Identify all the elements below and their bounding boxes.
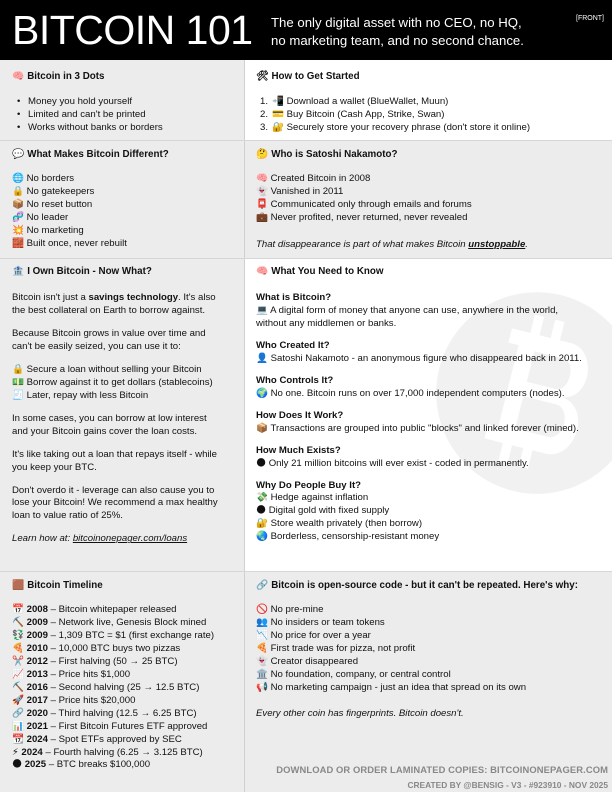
section-three-dots	[12, 70, 240, 135]
list-item: • Limited and can't be printed	[12, 109, 240, 122]
calendar-icon: 📆	[12, 733, 24, 745]
open-source-list	[256, 604, 610, 695]
list-item: 🔒 Secure a loan without selling your Bitcoin	[12, 363, 202, 375]
lock-icon: 🔒	[12, 186, 24, 198]
chart-down-icon: 📉	[256, 630, 268, 642]
receipt-icon: 🧾	[12, 389, 24, 401]
section-satoshi	[256, 148, 606, 252]
calendar-icon: 📅	[12, 604, 24, 616]
section-open-source	[256, 579, 610, 721]
step-item: 2. 💳 Buy Bitcoin (Cash App, Strike, Swan)	[260, 109, 445, 121]
divider	[0, 140, 612, 141]
list-item: 🌏 Borderless, censorship-resistant money	[256, 531, 440, 543]
people-icon: 👥	[256, 617, 268, 629]
list-item: 💵 Borrow against it to get dollars (stablecoins)	[12, 376, 213, 388]
faq-how: How Does It Work? 📦 Transactions are grouped into public "blocks" and linked forever (mined).	[256, 409, 579, 434]
scissors-icon: ✂️	[12, 655, 24, 667]
list-item: 🧠 Created Bitcoin in 2008	[256, 173, 371, 185]
timeline-item: 🔗 2020 – Third halving (12.5 → 6.25 BTC)	[12, 707, 197, 719]
exchange-icon: 💱	[12, 630, 24, 642]
list-item: 🧬 No leader	[12, 212, 69, 224]
timeline-item: 🍕 2010 – 10,000 BTC buys two pizzas	[12, 643, 181, 655]
mailbox-icon: 📮	[256, 199, 268, 211]
list-item: 🧱 Built once, never rebuilt	[12, 237, 127, 249]
list-item: 💼 Never profited, never returned, never revealed	[256, 212, 468, 224]
megaphone-icon: 📢	[256, 681, 268, 693]
paragraph: In some cases, you can borrow at low interest and your Bitcoin gains cover the loan costs.	[12, 412, 207, 437]
list-item: 🔐 Store wealth privately (then borrow)	[256, 518, 423, 530]
paragraph: Bitcoin isn't just a savings technology. It's also the best collateral on Earth to borrow against.	[12, 292, 216, 317]
list-item: 📢 No marketing campaign - just an idea that spread on its own	[256, 681, 527, 693]
section-heading: 🔗 Bitcoin is open-source code - but it can't be repeated. Here's why:	[256, 580, 578, 591]
satoshi-list	[256, 173, 606, 225]
brick-icon: 🧱	[12, 237, 24, 249]
timeline-item: 🚀 2017 – Price hits $20,000	[12, 694, 136, 706]
steps-list	[256, 96, 606, 135]
column-divider	[244, 60, 245, 792]
list-item: 🔒 No gatekeepers	[12, 186, 95, 198]
timeline-item: 🌑 2025 – BTC breaks $100,000	[12, 759, 151, 771]
timeline-item: 📆 2024 – Spot ETFs approved by SEC	[12, 733, 182, 745]
tools-icon: 🛠	[256, 71, 269, 82]
list-item: 🧾 Later, repay with less Bitcoin	[12, 389, 149, 401]
list-item: 📮 Communicated only through emails and forums	[256, 199, 472, 211]
list-item: 👥 No insiders or team tokens	[256, 617, 385, 629]
timeline-item: 📈 2013 – Price hits $1,000	[12, 668, 131, 680]
section-heading: 💬 What Makes Bitcoin Different?	[12, 149, 169, 160]
lock-key-icon: 🔐	[256, 518, 268, 530]
rocket-icon: 🚀	[12, 694, 24, 706]
satoshi-note: That disappearance is part of what makes Bitcoin unstoppable.	[256, 238, 528, 250]
section-heading: 🛠 How to Get Started	[256, 71, 360, 82]
list-item: 🌑 Digital gold with fixed supply	[256, 505, 390, 517]
page-header	[0, 0, 612, 60]
section-heading: 🟫 Bitcoin Timeline	[12, 580, 103, 591]
coin-icon: 🌑	[256, 505, 267, 517]
timeline-item: ⛏️ 2016 – Second halving (25 → 12.5 BTC)	[12, 681, 200, 693]
list-item: • Works without banks or borders	[12, 122, 240, 135]
section-get-started	[256, 70, 606, 135]
lock-key-icon: 🔐	[272, 122, 284, 134]
timeline-item: ⛏️ 2009 – Network live, Genesis Block mined	[12, 617, 207, 629]
box-icon: 📦	[256, 422, 268, 434]
list-item: 🌐 No borders	[12, 173, 75, 185]
learn-more: Learn how at: bitcoinonepager.com/loans	[12, 533, 188, 545]
card-icon: 💳	[272, 109, 284, 121]
faq-controls: Who Controls It? 🌍 No one. Bitcoin runs on over 17,000 independent computers (nodes).	[256, 374, 565, 399]
box-icon: 📦	[12, 199, 24, 211]
list-item: 💸 Hedge against inflation	[256, 492, 369, 504]
link-icon: 🔗	[256, 580, 269, 591]
faq-why: Why Do People Buy It? 💸 Hedge against inflation 🌑 Digital gold with fixed supply 🔐 Store wealth privately (then borrow) 🌏 Borderless, censorship-resistant money	[256, 480, 610, 545]
section-heading: 🧠 Bitcoin in 3 Dots	[12, 71, 105, 82]
section-need-to-know	[256, 265, 610, 553]
timeline-item: ⚡ 2024 – Fourth halving (6.25 → 3.125 BTC)	[12, 746, 203, 758]
burst-icon: 💥	[12, 224, 24, 236]
section-timeline	[12, 579, 240, 772]
timeline-item: 💱 2009 – 1,309 BTC = $1 (first exchange rate)	[12, 630, 215, 642]
timeline-item: ✂️ 2012 – First halving (50 → 25 BTC)	[12, 655, 178, 667]
chart-up-icon: 📈	[12, 668, 24, 680]
coin-icon: 🌑	[256, 457, 267, 469]
mobile-download-icon: 📲	[272, 96, 284, 108]
ghost-icon: 👻	[256, 186, 268, 198]
pizza-icon: 🍕	[12, 643, 24, 655]
download-link[interactable]: DOWNLOAD OR ORDER LAMINATED COPIES: BITCOINONEPAGER.COM	[276, 764, 608, 775]
paragraph: It's like taking out a loan that repays itself - while you keep your BTC.	[12, 448, 218, 473]
book-icon: 🟫	[12, 580, 25, 591]
lightning-icon: ⚡	[12, 746, 19, 758]
section-heading: 🤔 Who is Satoshi Nakamoto?	[256, 149, 398, 160]
uses-list	[12, 364, 240, 403]
credits: CREATED BY @BENSIG - V3 - #923910 - NOV 2025	[407, 780, 608, 790]
bar-chart-icon: 📊	[12, 720, 24, 732]
paragraph: Because Bitcoin grows in value over time and can't be easily seized, you can use it to:	[12, 328, 206, 353]
paragraph: Don't overdo it - leverage can also cause you to lose your Bitcoin! We recommend a max healthy loan to value ratio of 25%.	[12, 484, 218, 522]
person-icon: 👤	[256, 352, 268, 364]
building-icon: 🏛️	[256, 668, 268, 680]
pickaxe-icon: ⛏️	[12, 617, 24, 629]
side-label: [FRONT]	[576, 15, 604, 22]
list-item: 🏛️ No foundation, company, or central control	[256, 668, 451, 680]
page-title: BITCOIN 101	[12, 7, 253, 53]
list-item: 👻 Vanished in 2011	[256, 186, 344, 198]
globe-icon: 🌍	[256, 387, 268, 399]
pizza-icon: 🍕	[256, 643, 268, 655]
timeline-list	[12, 604, 240, 772]
loans-link[interactable]: bitcoinonepager.com/loans	[72, 533, 188, 545]
timeline-item: 📊 2021 – First Bitcoin Futures ETF approved	[12, 720, 208, 732]
briefcase-icon: 💼	[256, 212, 268, 224]
header-tagline: The only digital asset with no CEO, no HQ, no marketing team, and no second chance.	[271, 15, 524, 48]
ghost-icon: 👻	[256, 655, 268, 667]
faq-who: Who Created It? 👤 Satoshi Nakamoto - an anonymous figure who disappeared back in 2011.	[256, 340, 582, 364]
money-wings-icon: 💸	[256, 492, 268, 504]
section-heading: 🏦 I Own Bitcoin - Now What?	[12, 266, 152, 277]
divider	[0, 258, 612, 259]
thinking-face-icon: 🤔	[256, 149, 269, 160]
list-item: 🍕 First trade was for pizza, not profit	[256, 643, 416, 655]
section-heading: 🧠 What You Need to Know	[256, 266, 384, 277]
list-item: 📉 No price for over a year	[256, 630, 371, 642]
dollar-icon: 💵	[12, 376, 24, 388]
globe-icon: 🌏	[256, 531, 268, 543]
different-list	[12, 173, 240, 251]
bank-icon: 🏦	[12, 266, 25, 277]
prohibited-icon: 🚫	[256, 604, 268, 616]
dots-list	[12, 96, 240, 135]
brain-icon: 🧠	[12, 71, 25, 82]
coin-icon: 🌑	[12, 759, 23, 771]
brain-icon: 🧠	[256, 173, 268, 185]
timeline-item: 📅 2008 – Bitcoin whitepaper released	[12, 604, 177, 616]
laptop-icon: 💻	[256, 305, 268, 317]
pickaxe-icon: ⛏️	[12, 681, 24, 693]
faq-supply: How Much Exists? 🌑 Only 21 million bitcoins will ever exist - coded in permanently.	[256, 444, 529, 469]
divider	[0, 571, 612, 572]
brain-icon: 🧠	[256, 266, 269, 277]
list-item: 🚫 No pre-mine	[256, 604, 324, 616]
step-item: 3. 🔐 Securely store your recovery phrase (don't store it online)	[260, 122, 531, 134]
link-icon: 🔗	[12, 707, 24, 719]
globe-icon: 🌐	[12, 173, 24, 185]
open-source-note: Every other coin has fingerprints. Bitcoin doesn't.	[256, 707, 464, 719]
step-item: 1. 📲 Download a wallet (BlueWallet, Muun)	[260, 96, 449, 108]
section-own-bitcoin	[12, 265, 240, 546]
list-item: • Money you hold yourself	[12, 96, 240, 109]
list-item: 💥 No marketing	[12, 224, 84, 236]
dna-icon: 🧬	[12, 212, 24, 224]
list-item: 📦 No reset button	[12, 199, 93, 211]
speech-bubble-icon: 💬	[12, 149, 25, 160]
section-different	[12, 148, 240, 251]
lock-icon: 🔒	[12, 363, 24, 375]
faq-what: What is Bitcoin? 💻 A digital form of money that anyone can use, anywhere in the world, without any middlemen or banks.	[256, 292, 559, 330]
list-item: 👻 Creator disappeared	[256, 655, 359, 667]
